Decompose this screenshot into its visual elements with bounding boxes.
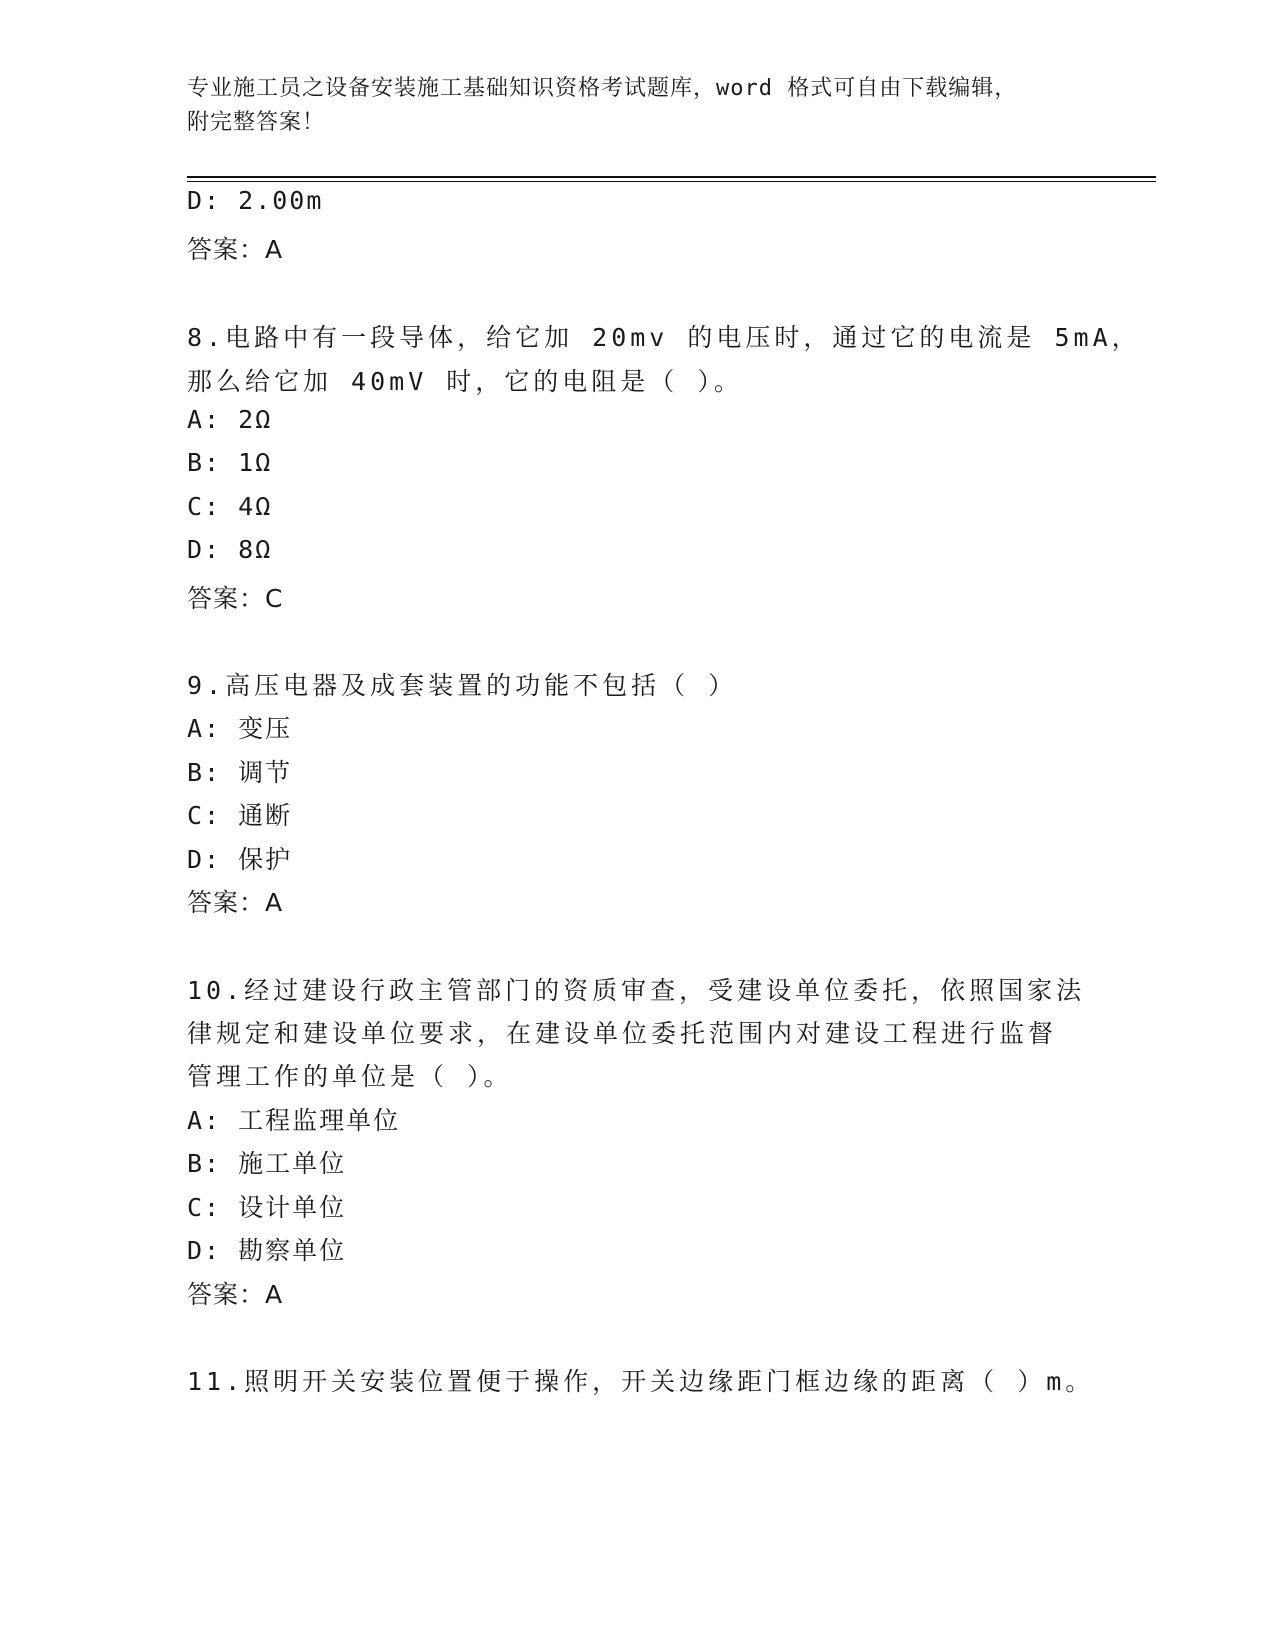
prev-question-option-d: D: 2.00m <box>187 186 324 215</box>
q10-text-line-1: 10.经过建设行政主管部门的资质审查，受建设单位委托，依照国家法 <box>187 976 1086 1005</box>
prev-question-answer: 答案：A <box>187 235 284 264</box>
q8-option-d: D: 8Ω <box>187 535 273 564</box>
header-line-2: 附完整答案！ <box>187 110 326 135</box>
q10-text-line-3: 管理工作的单位是（ ）。 <box>187 1062 513 1091</box>
q10-option-b: B: 施工单位 <box>187 1149 347 1178</box>
q9-option-d: D: 保护 <box>187 845 293 874</box>
q9-option-b: B: 调节 <box>187 758 293 787</box>
header-line-1: 专业施工员之设备安装施工基础知识资格考试题库，word 格式可自由下载编辑， <box>187 76 1018 101</box>
q9-option-a: A: 变压 <box>187 714 293 743</box>
q10-answer: 答案：A <box>187 1280 284 1309</box>
header-divider-thin <box>187 181 1156 182</box>
q10-text-line-2: 律规定和建设单位要求，在建设单位委托范围内对建设工程进行监督 <box>187 1019 1058 1048</box>
q10-option-a: A: 工程监理单位 <box>187 1106 401 1135</box>
q9-text-line-1: 9.高压电器及成套装置的功能不包括（ ） <box>187 671 738 700</box>
q9-option-c: C: 通断 <box>187 801 293 830</box>
q8-text-line-1: 8.电路中有一段导体，给它加 20mv 的电压时，通过它的电流是 5mA， <box>187 323 1141 352</box>
q8-option-a: A: 2Ω <box>187 405 273 434</box>
document-header <box>187 72 1087 140</box>
q10-option-c: C: 设计单位 <box>187 1193 347 1222</box>
q8-text-line-2: 那么给它加 40mV 时，它的电阻是（ ）。 <box>187 367 743 396</box>
q8-answer: 答案：C <box>187 584 284 613</box>
q8-option-c: C: 4Ω <box>187 492 273 521</box>
header-divider-thick <box>187 176 1156 178</box>
q8-option-b: B: 1Ω <box>187 448 273 477</box>
q10-option-d: D: 勘察单位 <box>187 1236 347 1265</box>
q11-text-line-1: 11.照明开关安装位置便于操作，开关边缘距门框边缘的距离（ ）m。 <box>187 1367 1095 1396</box>
q9-answer: 答案：A <box>187 888 284 917</box>
